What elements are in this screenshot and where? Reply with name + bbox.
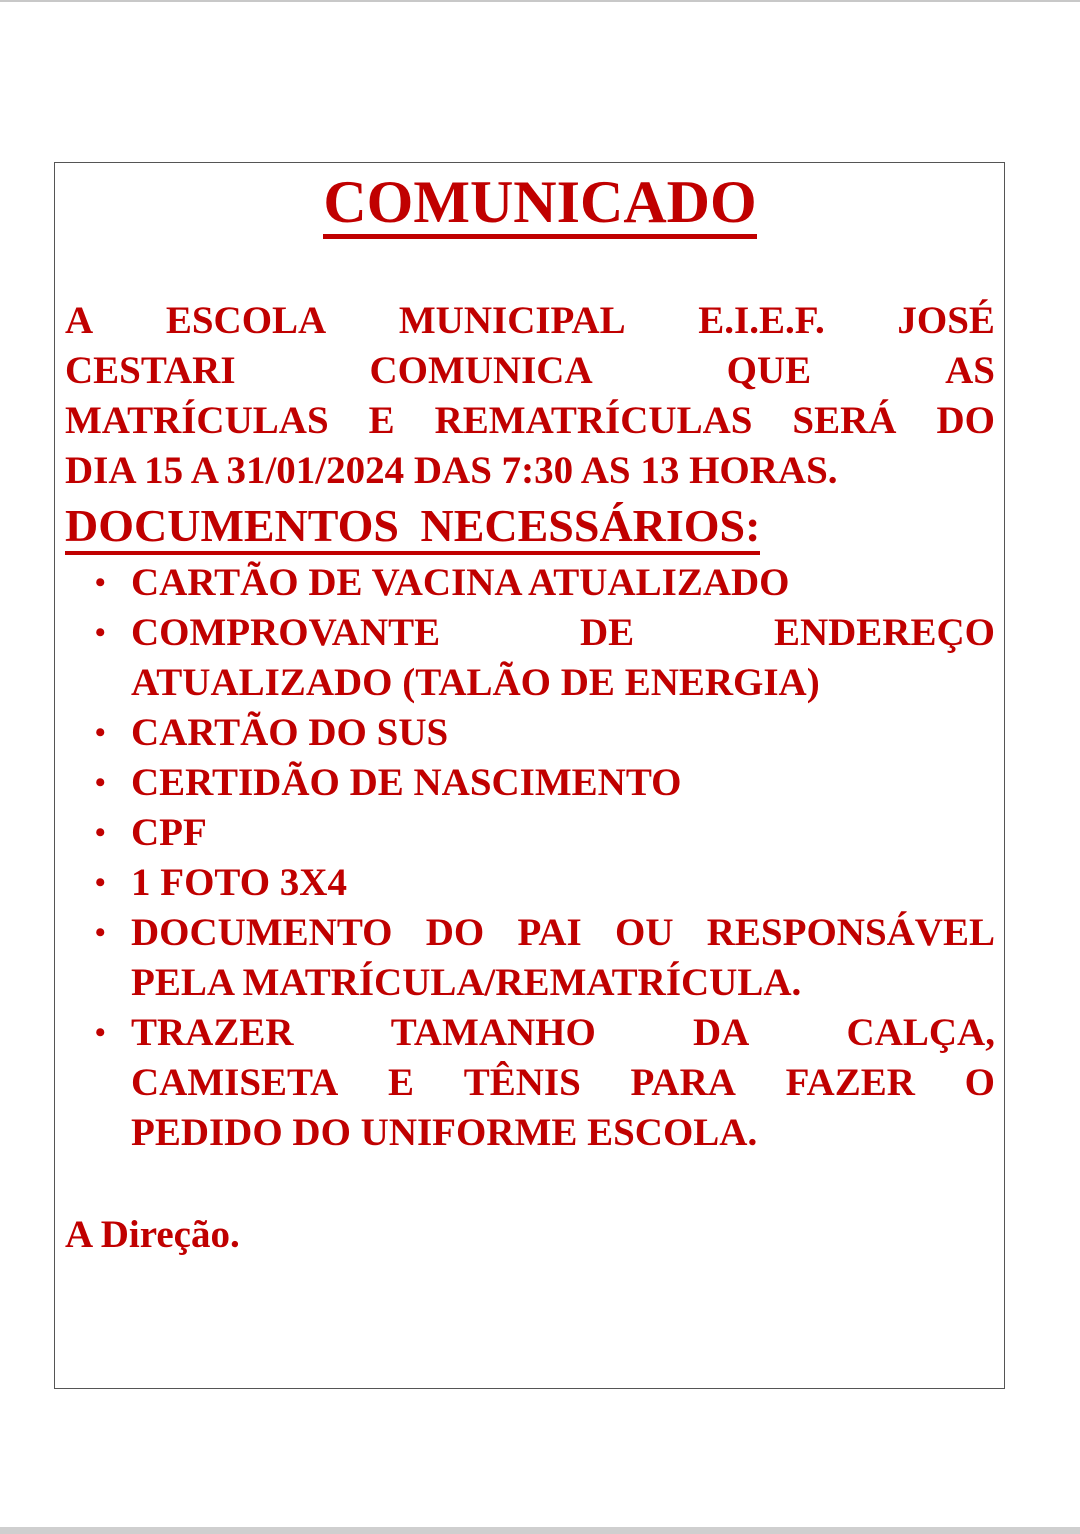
document-item-text: TAMANHO — [390, 1011, 596, 1054]
intro-word: QUE — [726, 349, 812, 392]
top-divider — [0, 0, 1080, 2]
document-item-text: PAI — [517, 911, 582, 954]
intro-word: REMATRÍCULAS — [434, 399, 753, 442]
intro-word: CESTARI — [65, 349, 236, 392]
document-item — [95, 558, 995, 608]
document-item-line — [131, 808, 995, 858]
document-item-line — [131, 958, 995, 1008]
document-item — [95, 758, 995, 808]
intro-word: MATRÍCULAS — [65, 399, 329, 442]
intro-word: DIA 15 A 31/01/2024 DAS 7:30 AS 13 HORAS. — [65, 449, 838, 492]
document-item — [95, 908, 995, 1008]
bullet-icon: • — [95, 766, 106, 799]
signature: A Direção. — [65, 1213, 240, 1256]
document-item-line — [131, 558, 995, 608]
notice-title-text: COMUNICADO — [323, 170, 756, 239]
bullet-icon: • — [95, 866, 106, 899]
bullet-icon: • — [95, 616, 106, 649]
document-item-text: TRAZER — [131, 1011, 294, 1054]
document-item — [95, 1008, 995, 1158]
document-item-text: CARTÃO DO SUS — [131, 711, 449, 754]
bullet-icon: • — [95, 916, 106, 949]
intro-line — [65, 296, 995, 346]
document-item-text: E — [388, 1061, 415, 1104]
intro-line — [65, 446, 995, 496]
document-item-text: CPF — [131, 811, 207, 854]
bullet-icon: • — [95, 1016, 106, 1049]
intro-line — [65, 396, 995, 446]
document-item-text: ENDEREÇO — [773, 611, 995, 654]
document-item-text: PEDIDO DO UNIFORME ESCOLA. — [131, 1111, 758, 1154]
intro-line — [65, 346, 995, 396]
document-item-line — [131, 1058, 995, 1108]
document-item-line — [131, 908, 995, 958]
documents-heading — [65, 500, 760, 552]
documents-list — [95, 558, 995, 1158]
document-item-text: FAZER — [785, 1061, 915, 1104]
document-item-text: PELA MATRÍCULA/REMATRÍCULA. — [131, 961, 802, 1004]
document-item-line — [131, 1108, 995, 1158]
document-item — [95, 608, 995, 708]
document-item-text: OU — [615, 911, 674, 954]
document-item-text: DO — [425, 911, 485, 954]
bottom-divider — [0, 1527, 1080, 1534]
document-item-text: DA — [693, 1011, 750, 1054]
document-item-text: CARTÃO DE VACINA ATUALIZADO — [131, 561, 790, 604]
document-item-text: O — [964, 1061, 995, 1104]
document-item-text: PARA — [630, 1061, 736, 1104]
document-item — [95, 708, 995, 758]
intro-word: E — [368, 399, 395, 442]
intro-word: ESCOLA — [165, 299, 327, 342]
document-item-text: TÊNIS — [463, 1061, 581, 1104]
document-item-line — [131, 708, 995, 758]
document-item — [95, 858, 995, 908]
document-item-line — [131, 858, 995, 908]
intro-paragraph — [65, 296, 995, 496]
bullet-icon: • — [95, 566, 106, 599]
intro-word: A — [65, 299, 94, 342]
document-item-text: RESPONSÁVEL — [706, 911, 995, 954]
intro-word: AS — [945, 349, 995, 392]
intro-word: JOSÉ — [897, 299, 995, 342]
document-item-text: CERTIDÃO DE NASCIMENTO — [131, 761, 682, 804]
document-item-line — [131, 1008, 995, 1058]
intro-word: COMUNICA — [369, 349, 593, 392]
bullet-icon: • — [95, 816, 106, 849]
document-item-text: COMPROVANTE — [131, 611, 441, 654]
document-item — [95, 808, 995, 858]
document-item-line — [131, 658, 995, 708]
document-item-text: ATUALIZADO (TALÃO DE ENERGIA) — [131, 661, 820, 704]
intro-word: SERÁ — [792, 399, 897, 442]
document-item-text: DOCUMENTO — [131, 911, 393, 954]
document-item-line — [131, 758, 995, 808]
bullet-icon: • — [95, 716, 106, 749]
intro-word: MUNICIPAL — [398, 299, 626, 342]
documents-heading-text: DOCUMENTOS NECESSÁRIOS: — [65, 500, 760, 555]
notice-title — [0, 170, 1080, 239]
intro-word: DO — [936, 399, 995, 442]
document-item-text: 1 FOTO 3X4 — [131, 861, 347, 904]
document-item-text: DE — [579, 611, 635, 654]
document-item-text: CAMISETA — [131, 1061, 339, 1104]
intro-word: E.I.E.F. — [698, 299, 825, 342]
document-item-text: CALÇA, — [846, 1011, 995, 1054]
document-item-line — [131, 608, 995, 658]
